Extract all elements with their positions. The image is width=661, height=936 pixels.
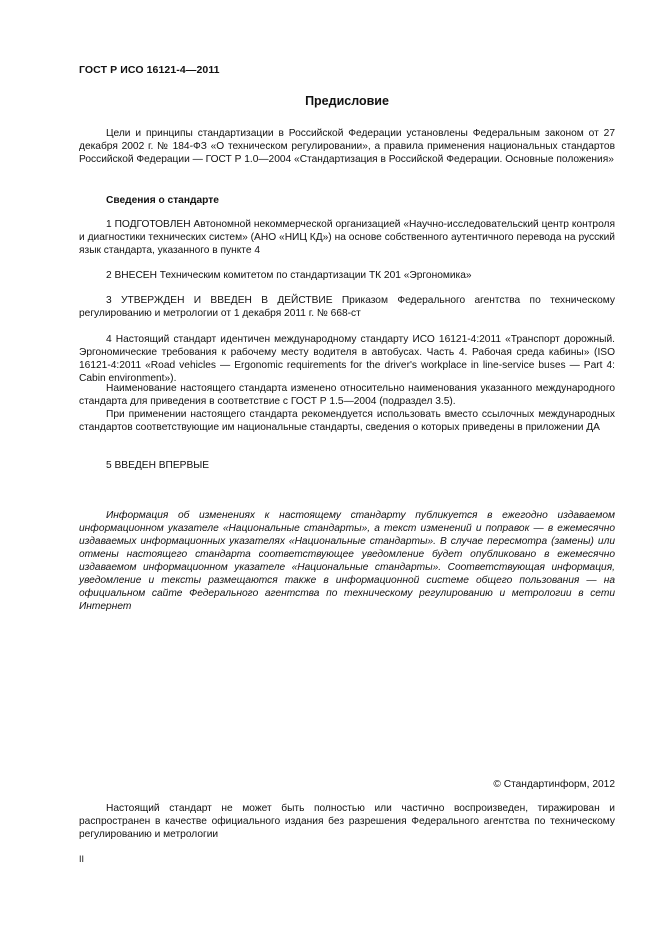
item-4-references-paragraph: При применении настоящего стандарта рекомендуется использовать вместо ссылочных международных стандартов соответствующие им национальные стандарты, сведения о которых приведены в приложении ДА (79, 409, 615, 433)
standard-code: ГОСТ Р ИСО 16121-4—2011 (79, 64, 220, 76)
item-4-paragraph: 4 Настоящий стандарт идентичен международному стандарту ИСО 16121-4:2011 «Транспорт дорожный. Эргономические требования к рабочему месту водителя в автобусах. Часть 4. Рабочая среда кабины» (ISO 16121-4:2011 «Road vehicles — Ergonomic requirements for the driver's workplace in line-service buses — Part 4: Cabin environment»). (79, 334, 615, 384)
info-heading: Сведения о стандарте (106, 195, 219, 206)
item-5-paragraph: 5 ВВЕДЕН ВПЕРВЫЕ (106, 460, 210, 471)
copyright-line: © Стандартинформ, 2012 (493, 779, 615, 790)
page-number: II (79, 854, 85, 864)
item-4-naming-paragraph: Наименование настоящего стандарта изменено относительно наименования указанного международного стандарта для приведения в соответствие с ГОСТ Р 1.5—2004 (подраздел 3.5). (79, 383, 615, 407)
intro-paragraph: Цели и принципы стандартизации в Российской Федерации установлены Федеральным законом от 27 декабря 2002 г. № 184-ФЗ «О техническом регулировании», а правила применения национальных стандартов Российской Федерации — ГОСТ Р 1.0—2004 «Стандартизация в Российской Федерации. Основные положения» (79, 128, 615, 165)
page-title: Предисловие (305, 94, 389, 108)
reproduction-notice: Настоящий стандарт не может быть полностью или частично воспроизведен, тиражирован и распространен в качестве официального издания без разрешения Федерального агентства по техническому регулированию и метрологии (79, 803, 615, 840)
item-2-paragraph: 2 ВНЕСЕН Техническим комитетом по стандартизации ТК 201 «Эргономика» (106, 270, 472, 281)
changes-info-paragraph: Информация об изменениях к настоящему стандарту публикуется в ежегодно издаваемом информационном указателе «Национальные стандарты», а текст изменений и поправок — в ежемесячно издаваемых информационных указателях «Национальные стандарты». В случае пересмотра (замены) или отмены настоящего стандарта соответствующее уведомление будет опубликовано в ежемесячно издаваемом информационном указателе «Национальные стандарты». Соответствующая информация, уведомление и тексты размещаются также в информационной системе общего пользования — на официальном сайте Федерального агентства по техническому регулированию и метрологии в сети Интернет (79, 510, 615, 612)
item-3-paragraph: 3 УТВЕРЖДЕН И ВВЕДЕН В ДЕЙСТВИЕ Приказом Федерального агентства по техническому регулированию и метрологии от 1 декабря 2011 г. № 668-ст (79, 295, 615, 319)
item-1-paragraph: 1 ПОДГОТОВЛЕН Автономной некоммерческой организацией «Научно-исследовательский центр контроля и диагностики технических систем» (АНО «НИЦ КД») на основе собственного аутентичного перевода на русский язык стандарта, указанного в пункте 4 (79, 219, 615, 256)
